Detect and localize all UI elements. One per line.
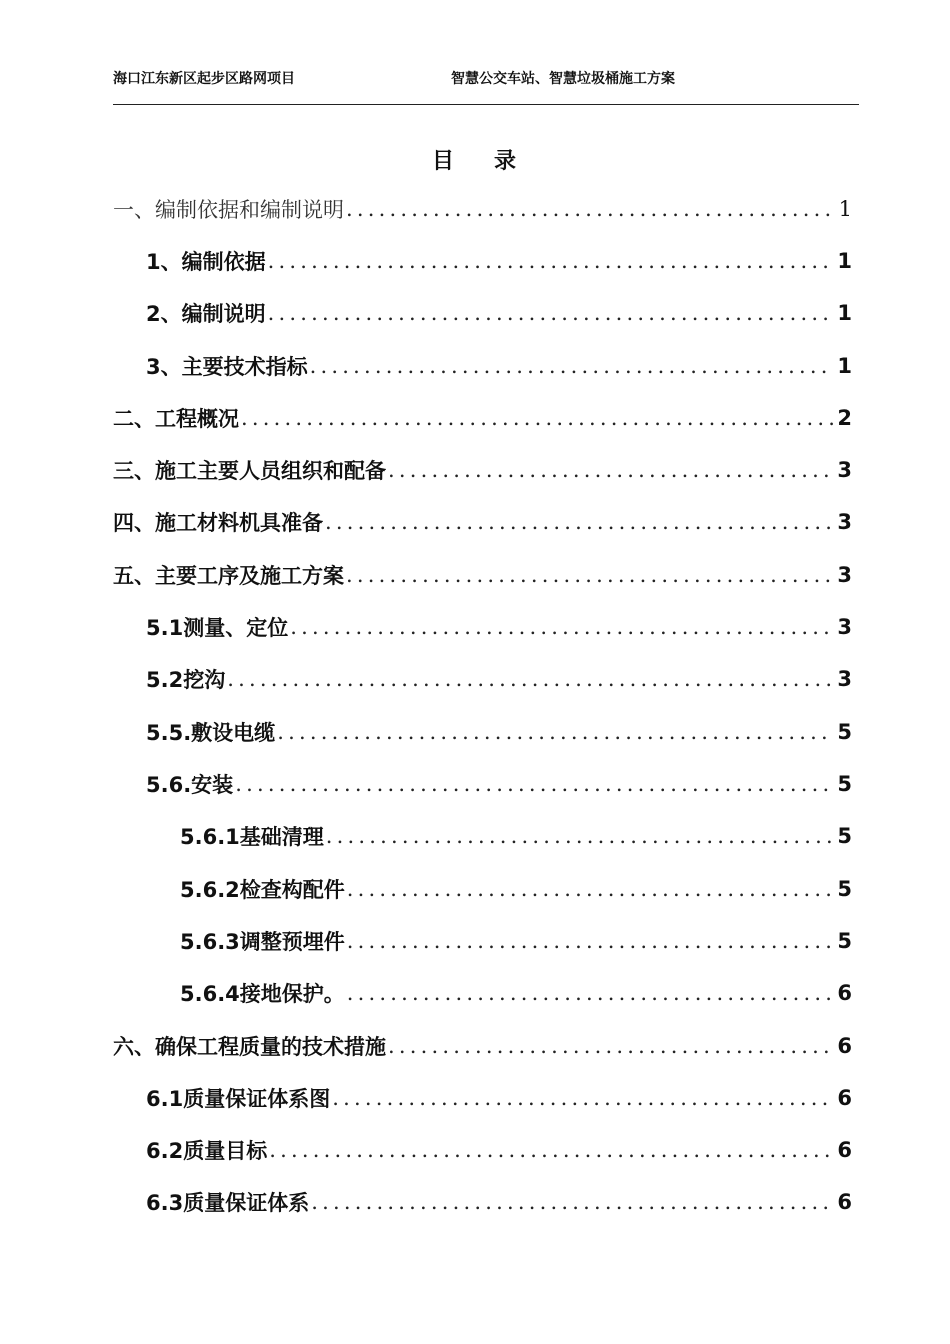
toc-entry-page: 5 [837, 720, 852, 744]
toc-entry-label: 5.6.3调整预埋件 [180, 930, 345, 954]
toc-entry-page: 6 [837, 981, 852, 1005]
toc-entry-page: 5 [837, 929, 852, 953]
toc-leader-dots [290, 615, 833, 639]
toc-leader-dots [241, 406, 833, 430]
toc-entry[interactable] [113, 444, 852, 496]
toc-entry[interactable] [113, 183, 852, 235]
toc-entry-label: 6.1质量保证体系图 [146, 1087, 331, 1111]
toc-entry-page: 3 [837, 615, 852, 639]
toc-entry-page: 6 [837, 1086, 852, 1110]
toc-entry-label: 5.6.1基础清理 [180, 825, 324, 849]
toc-entry-page: 5 [837, 772, 852, 796]
toc-leader-dots [227, 667, 833, 691]
toc-entry[interactable] [146, 1176, 852, 1228]
toc-title-char-2: 录 [494, 149, 519, 174]
toc-entry[interactable] [146, 287, 852, 339]
toc-entry-page: 1 [837, 249, 852, 273]
toc-entry-page: 3 [837, 458, 852, 482]
toc-entry[interactable] [113, 549, 852, 601]
toc-title [0, 144, 950, 175]
toc-leader-dots [332, 1086, 833, 1110]
toc-entry-label: 5.5.敷设电缆 [146, 721, 276, 745]
toc-entry-label: 5.1测量、定位 [146, 616, 289, 640]
toc-leader-dots [310, 354, 834, 378]
toc-entry-label: 一、编制依据和编制说明 [113, 198, 344, 222]
toc-entry[interactable] [113, 1020, 852, 1072]
toc-entry[interactable] [113, 496, 852, 548]
toc-entry[interactable] [180, 967, 852, 1019]
toc-leader-dots [326, 824, 834, 848]
toc-entry-page: 6 [837, 1034, 852, 1058]
toc-entry-label: 5.6.2检查构配件 [180, 878, 345, 902]
toc-entry-page: 1 [837, 301, 852, 325]
toc-entry[interactable] [113, 392, 852, 444]
header-document-title: 智慧公交车站、智慧垃圾桶施工方案 [451, 71, 675, 87]
toc-leader-dots [268, 249, 834, 273]
toc-entry-page: 1 [838, 197, 852, 221]
toc-leader-dots [235, 772, 833, 796]
toc-entry[interactable] [180, 863, 852, 915]
toc-entry-label: 五、主要工序及施工方案 [113, 564, 344, 588]
toc-entry-label: 5.2挖沟 [146, 668, 226, 692]
toc-entry[interactable] [146, 601, 852, 653]
toc-entry[interactable] [146, 340, 852, 392]
toc-leader-dots [269, 1138, 833, 1162]
toc-entry-label: 二、工程概况 [113, 407, 239, 431]
toc-entry-page: 3 [837, 667, 852, 691]
toc-leader-dots [311, 1190, 833, 1214]
toc-leader-dots [347, 929, 834, 953]
toc-entry-page: 2 [837, 406, 852, 430]
toc-entry[interactable] [146, 1124, 852, 1176]
toc-entry-page: 3 [837, 563, 852, 587]
toc-leader-dots [388, 458, 833, 482]
toc-entry-label: 1、编制依据 [146, 250, 266, 274]
toc-leader-dots [346, 563, 833, 587]
toc-entry-page: 6 [837, 1138, 852, 1162]
toc-entry-page: 1 [837, 354, 852, 378]
toc-entry-label: 四、施工材料机具准备 [113, 511, 323, 535]
toc-leader-dots [388, 1034, 833, 1058]
toc-leader-dots [347, 981, 834, 1005]
toc-title-char-1: 目 [431, 149, 456, 174]
toc-entry[interactable] [146, 758, 852, 810]
toc-entry-label: 六、确保工程质量的技术措施 [113, 1035, 386, 1059]
toc-entry[interactable] [146, 653, 852, 705]
toc-entry-label: 6.2质量目标 [146, 1139, 268, 1163]
toc-leader-dots [346, 197, 835, 221]
toc-entry[interactable] [180, 810, 852, 862]
toc-leader-dots [325, 510, 833, 534]
toc-entry[interactable] [146, 235, 852, 287]
toc-entry-label: 6.3质量保证体系 [146, 1191, 310, 1215]
toc-entry[interactable] [146, 706, 852, 758]
toc-entry-page: 6 [837, 1190, 852, 1214]
toc-entry-label: 2、编制说明 [146, 302, 266, 326]
toc-entry[interactable] [180, 915, 852, 967]
header-project-name: 海口江东新区起步区路网项目 [113, 71, 295, 87]
toc-entry-label: 5.6.4接地保护。 [180, 982, 345, 1006]
toc-entry-page: 3 [837, 510, 852, 534]
toc-leader-dots [347, 877, 834, 901]
toc-leader-dots [277, 720, 833, 744]
toc-entry-page: 5 [837, 877, 852, 901]
toc-entry-label: 三、施工主要人员组织和配备 [113, 459, 386, 483]
toc-entry-page: 5 [837, 824, 852, 848]
toc-entry[interactable] [146, 1072, 852, 1124]
toc-entry-label: 5.6.安装 [146, 773, 234, 797]
toc-entry-label: 3、主要技术指标 [146, 355, 308, 379]
page-header [113, 64, 859, 105]
toc-leader-dots [268, 301, 834, 325]
